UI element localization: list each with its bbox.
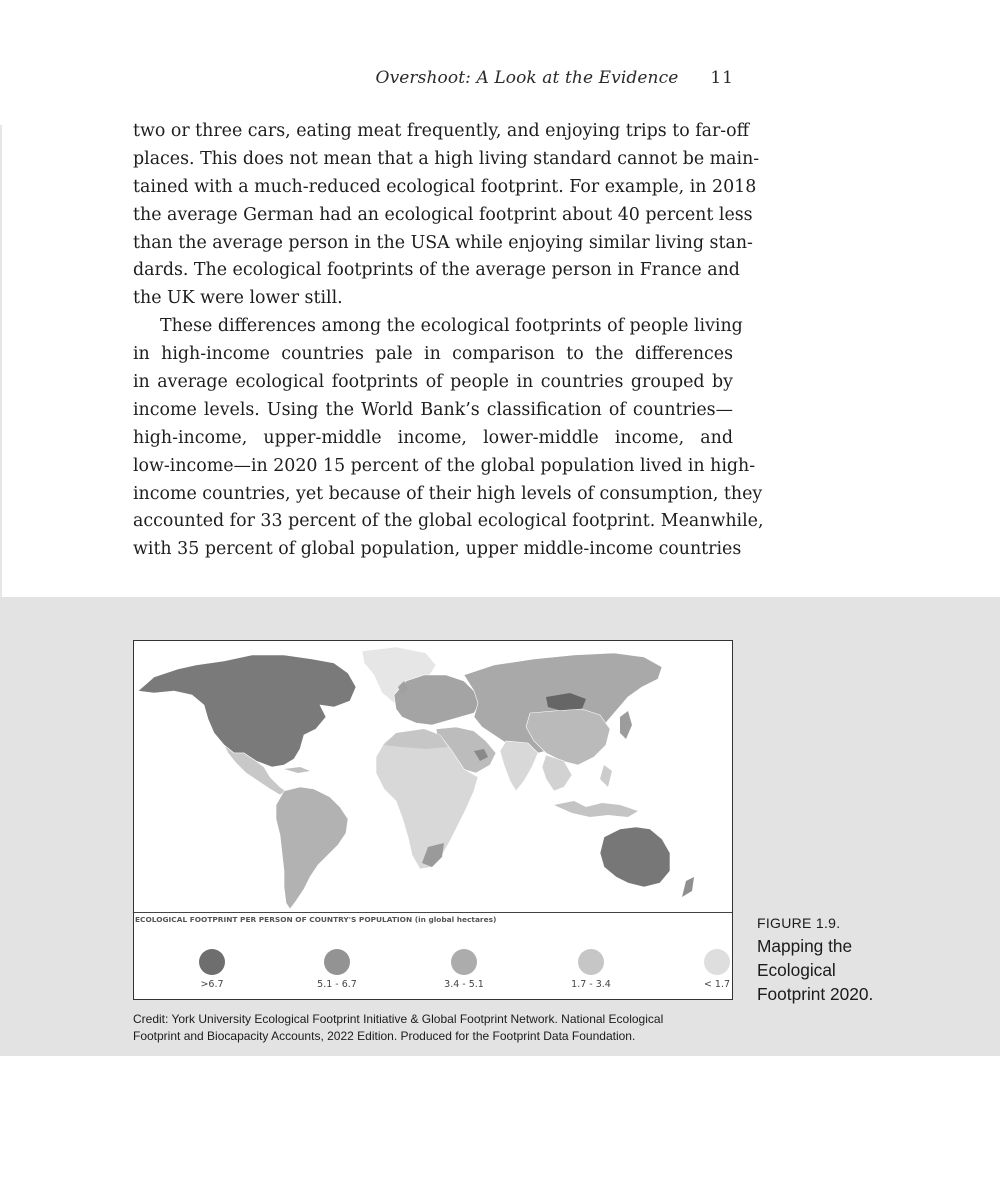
body-line: high-income, upper-middle income, lower-middle income, and [133,427,733,448]
body-line: than the average person in the USA while enjoying similar living stan- [133,232,753,253]
body-line: in average ecological footprints of people in countries grouped by [133,372,733,393]
body-line: income levels. Using the World Bank’s classification of countries— [133,399,733,420]
running-header [375,68,734,92]
legend-label: >6.7 [200,979,224,990]
legend-item [297,949,377,993]
body-line: places. This does not mean that a high living standard cannot be main- [133,148,760,169]
body-line: in high-income countries pale in comparison to the differences [133,344,733,365]
legend-label: 1.7 - 3.4 [571,979,611,990]
legend-label: < 1.7 [703,979,731,990]
body-text [133,118,764,564]
figure-credit [133,1011,733,1045]
legend-swatch [704,949,730,975]
legend-title: ECOLOGICAL FOOTPRINT PER PERSON OF COUNTRY'S POPULATION (in global hectares) [135,915,497,924]
body-line: the average German had an ecological footprint about 40 percent less [133,204,753,225]
figure-title-line: Ecological [757,960,836,980]
figure-title-line: Footprint 2020. [757,984,874,1004]
body-line: These differences among the ecological footprints of people living [160,316,743,337]
body-line: low-income—in 2020 15 percent of the global population lived in high- [133,455,756,476]
legend-item [172,949,252,993]
running-header-title: Overshoot: A Look at the Evidence [375,68,679,88]
legend-item [551,949,631,993]
legend-label: 5.1 - 6.7 [317,979,357,990]
body-line: with 35 percent of global population, upper middle-income countries [133,539,742,560]
page-margin-rule [0,125,2,600]
legend-item [677,949,757,993]
legend-swatch [199,949,225,975]
body-line: income countries, yet because of their high levels of consumption, they [133,483,763,504]
body-line: the UK were lower still. [133,288,343,309]
body-line: tained with a much-reduced ecological footprint. For example, in 2018 [133,176,757,197]
figure-number: FIGURE 1.9. [757,915,841,931]
credit-line: Credit: York University Ecological Footprint Initiative & Global Footprint Network. National Ecological [133,1012,664,1026]
legend-item [424,949,504,993]
body-line: two or three cars, eating meat frequently, and enjoying trips to far-off [133,121,750,141]
credit-line: Footprint and Biocapacity Accounts, 2022 Edition. Produced for the Footprint Data Foundation. [133,1029,636,1043]
figure-caption [757,912,917,1006]
figure-frame [133,640,733,1000]
legend-swatch [324,949,350,975]
page-number: 11 [710,68,734,88]
figure-title-line: Mapping the [757,936,853,956]
legend-swatch [578,949,604,975]
legend-swatch [451,949,477,975]
legend-label: 3.4 - 5.1 [444,979,484,990]
world-map [134,641,732,912]
body-line: dards. The ecological footprints of the average person in France and [133,260,740,281]
legend-divider [134,912,732,913]
body-line: accounted for 33 percent of the global ecological footprint. Meanwhile, [133,511,764,532]
